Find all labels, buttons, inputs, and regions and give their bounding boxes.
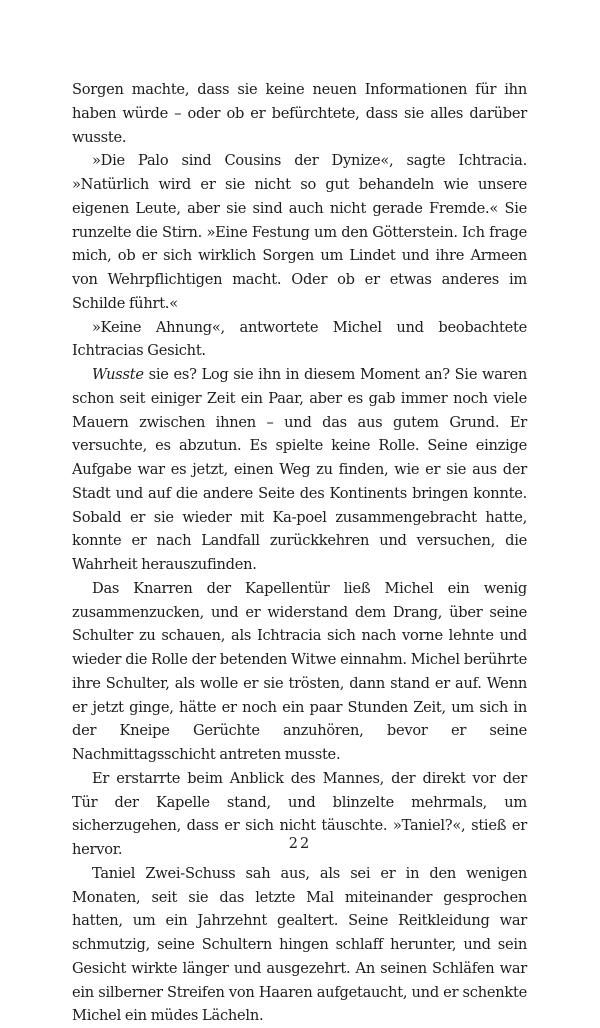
italic-emphasis: Wusste	[92, 366, 144, 383]
paragraph: Das Knarren der Kapellentür ließ Michel ein wenig zusammenzucken, und er widerstand dem Drang, über seine Schulter zu schauen, als Ichtracia sich nach vorne lehnte und wieder die Rolle der betenden Witwe einnahm. Michel berührte ihre Schulter, als wolle er sie trösten, dann stand er auf. Wenn er jetzt ginge, hätte er noch ein paar Stunden Zeit, um sich in der Kneipe Gerüchte anzuhören, bevor er seine Nachmittagsschicht antreten musste.	[72, 579, 527, 763]
paragraph-text: sie es? Log sie ihn in diesem Moment an? Sie waren schon seit einiger Zeit ein Paar, aber es gab immer noch viele Mauern zwischen ihnen – und das aus gutem Grund. Er versuchte, es abzutun. Es spielte keine Rolle. Seine einzige Aufgabe war es jetzt, einen Weg zu finden, wie er sie aus der Stadt und auf die andere Seite des Kontinents bringen konnte. Sobald er sie wieder mit Ka-poel zusammengebracht hatte, konnte er nach Landfall zurückkehren und versuchen, die Wahrheit herauszufinden.	[72, 366, 527, 573]
paragraph: »Die Palo sind Cousins der Dynize«, sagte Ichtracia. »Natürlich wird er sie nicht so gut behandeln wie unsere eigenen Leute, aber sie sind auch nicht gerade Fremde.« Sie runzelte die Stirn. »Eine Festung um den Götterstein. Ich frage mich, ob er sich wirklich Sorgen um Lindet und ihre Armeen von Wehrpflichtigen macht. Oder ob er etwas anderes im Schilde führt.«	[72, 152, 527, 312]
paragraph: Sorgen machte, dass sie keine neuen Informationen für ihn haben würde – oder ob er befürchtete, dass sie alles darüber wusste.	[72, 81, 527, 146]
paragraph	[72, 363, 527, 577]
paragraph: Er erstarrte beim Anblick des Mannes, der direkt vor der Tür der Kapelle stand, und blinzelte mehrmals, um sicherzugehen, dass er sich nicht täuschte. »Taniel?«, stieß er hervor.	[72, 769, 527, 858]
book-page-body	[72, 78, 527, 1028]
paragraph: »Keine Ahnung«, antwortete Michel und beobachtete Ichtracias Gesicht.	[72, 318, 527, 360]
page-number: 22	[288, 836, 312, 852]
paragraph: Taniel Zwei-Schuss sah aus, als sei er in den wenigen Monaten, seit sie das letzte Mal miteinander gesprochen hatten, um ein Jahrzehnt gealtert. Seine Reitkleidung war schmutzig, seine Schultern hingen schlaff herunter, und sein Gesicht wirkte länger und ausgezehrt. An seinen Schläfen war ein silberner Streifen von Haaren aufgetaucht, und er schenkte Michel ein müdes Lächeln.	[72, 864, 527, 1025]
